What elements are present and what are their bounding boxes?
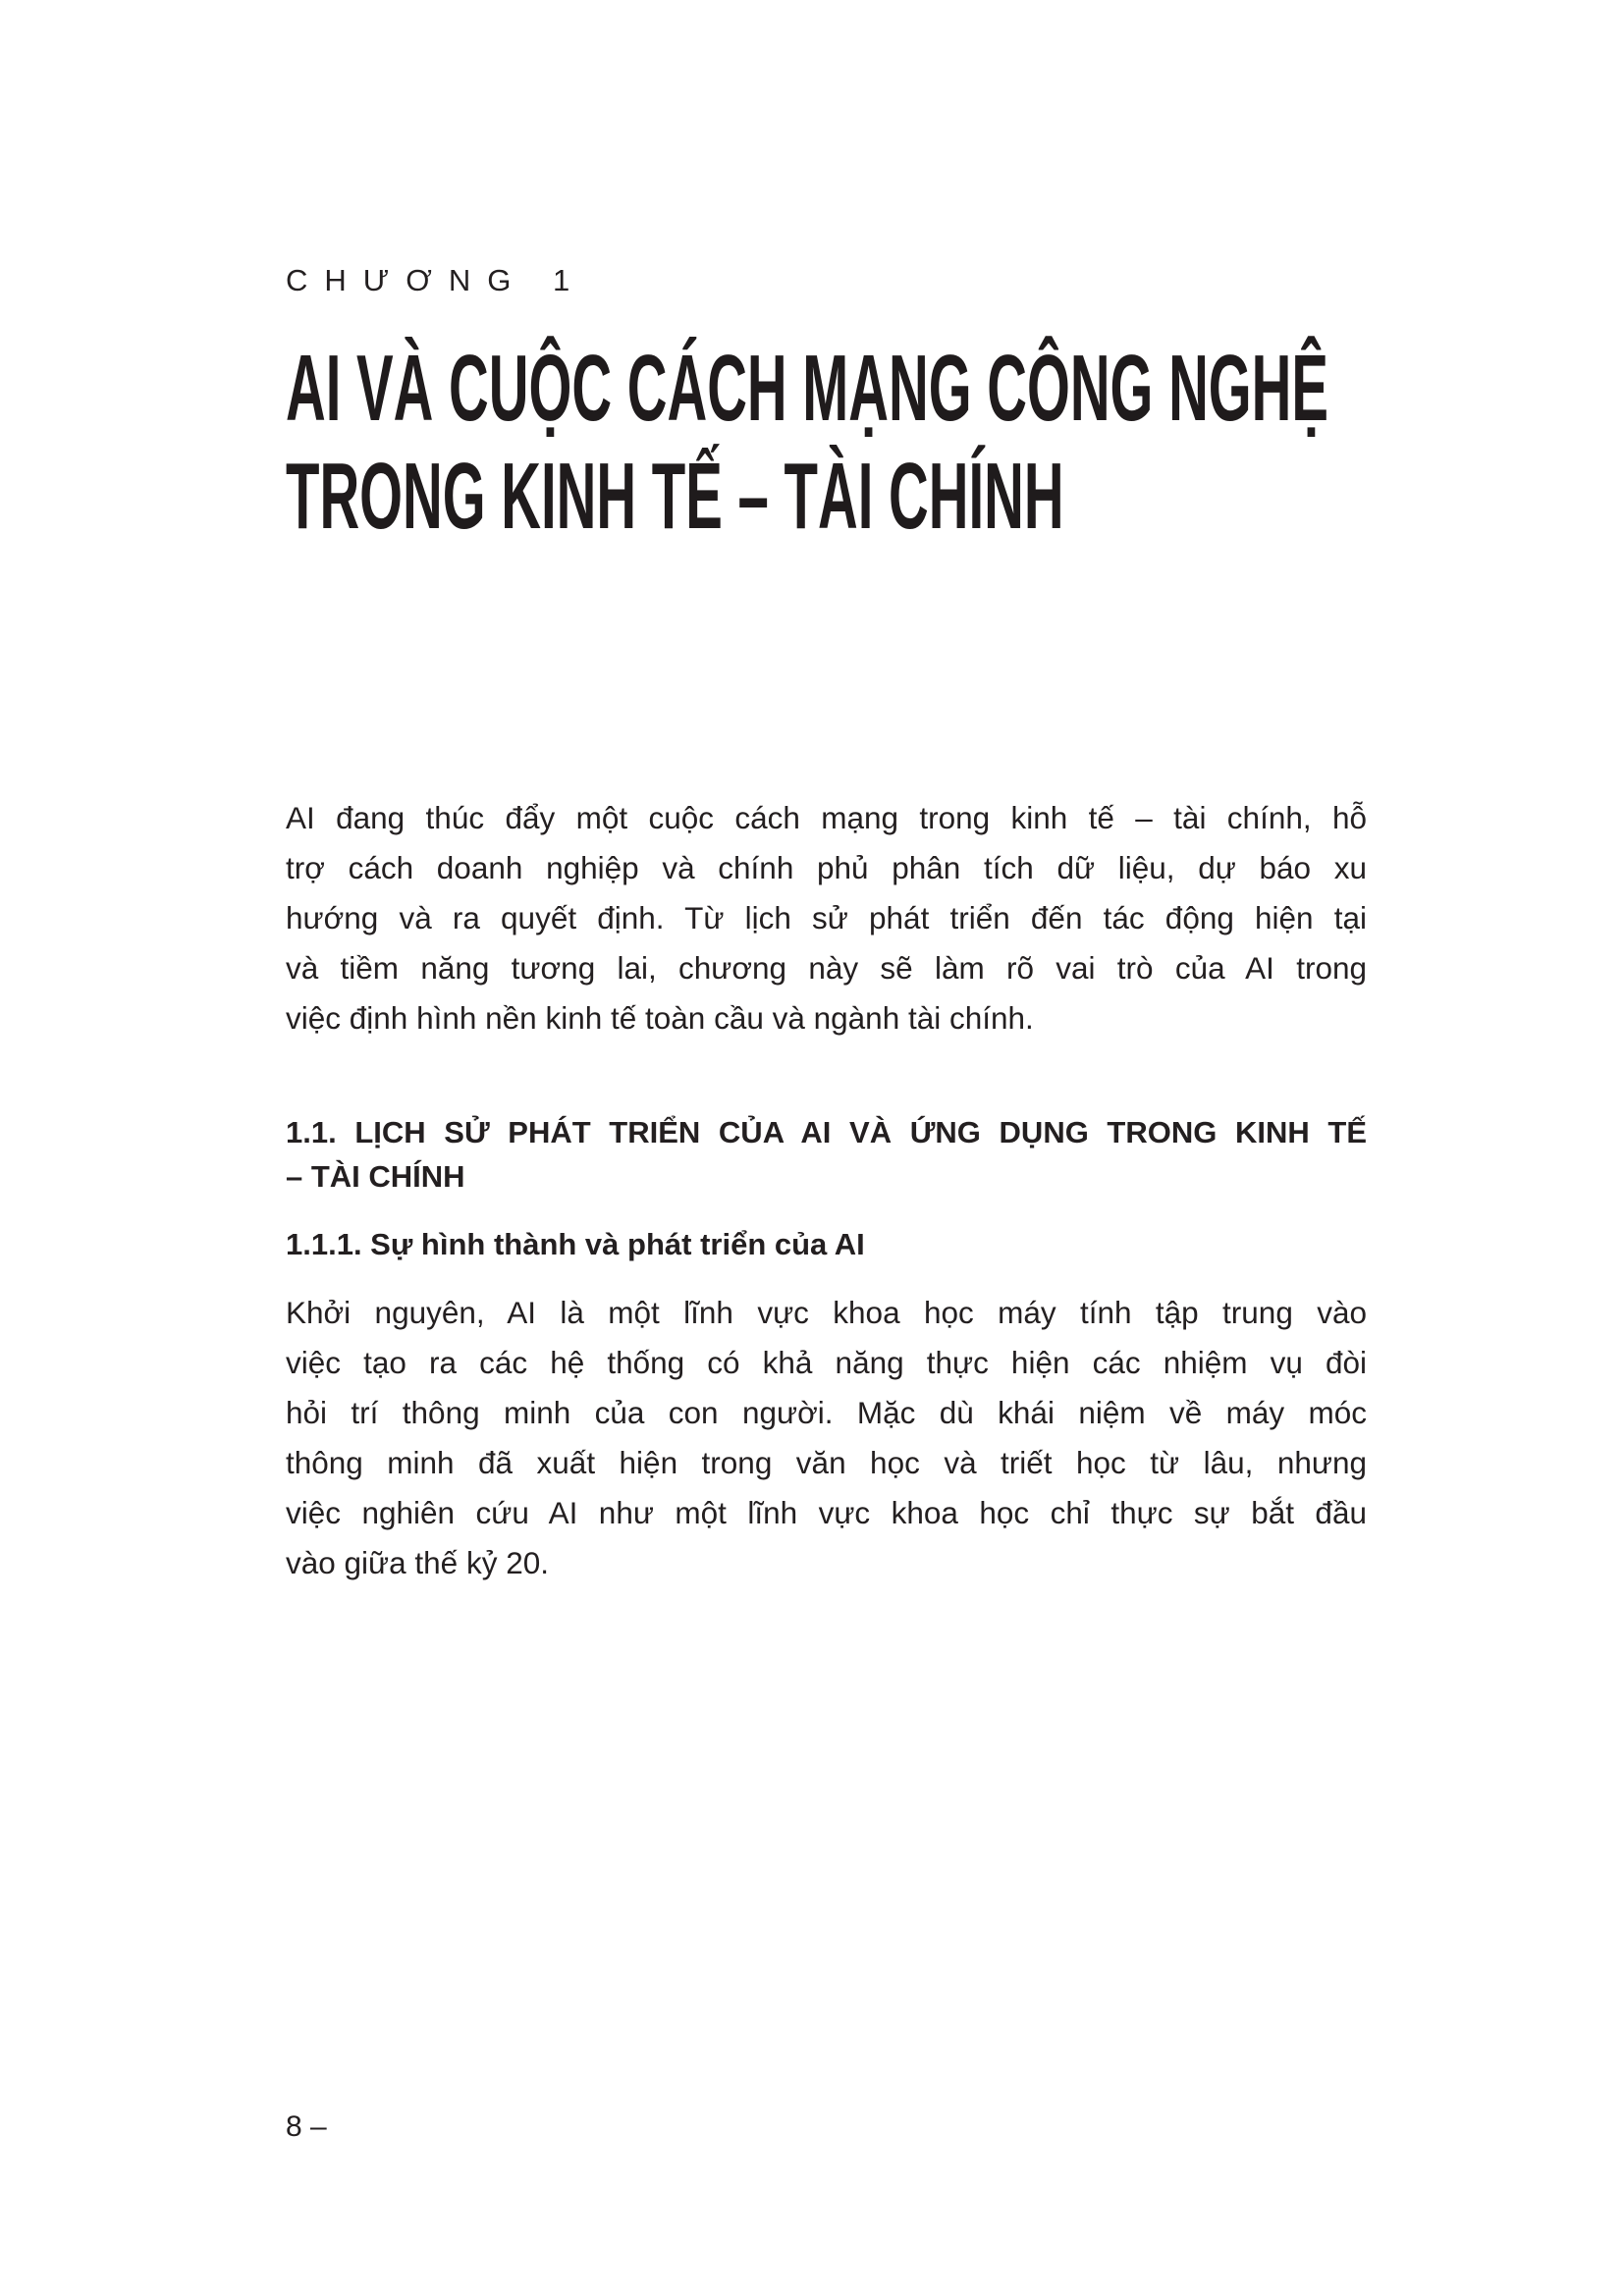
- chapter-title-line: TRONG KINH TẾ – TÀI CHÍNH: [286, 444, 1064, 549]
- text-line: và tiềm năng tương lai, chương này sẽ làm rõ vai trò của AI trong: [286, 950, 1367, 986]
- section-heading: [286, 1110, 1367, 1199]
- text-line: việc nghiên cứu AI như một lĩnh vực khoa học chỉ thực sự bắt đầu: [286, 1495, 1367, 1530]
- body-paragraph: [286, 1288, 1367, 1588]
- page-number: 8 –: [286, 2110, 327, 2143]
- text-line: trợ cách doanh nghiệp và chính phủ phân tích dữ liệu, dự báo xu: [286, 850, 1367, 885]
- intro-paragraph: [286, 793, 1367, 1043]
- text-line: thông minh đã xuất hiện trong văn học và triết học từ lâu, nhưng: [286, 1445, 1367, 1480]
- chapter-label: CHƯƠNG 1: [286, 263, 587, 297]
- text-line: hỏi trí thông minh của con người. Mặc dù khái niệm về máy móc: [286, 1395, 1367, 1430]
- heading-line: 1.1. LỊCH SỬ PHÁT TRIỂN CỦA AI VÀ ỨNG DỤNG TRONG KINH TẾ: [286, 1115, 1367, 1149]
- text-line: việc định hình nền kinh tế toàn cầu và ngành tài chính.: [286, 1000, 1034, 1036]
- subsection-heading: 1.1.1. Sự hình thành và phát triển của AI: [286, 1227, 865, 1261]
- text-line: Khởi nguyên, AI là một lĩnh vực khoa học máy tính tập trung vào: [286, 1295, 1367, 1330]
- text-line: AI đang thúc đẩy một cuộc cách mạng trong kinh tế – tài chính, hỗ: [286, 800, 1367, 835]
- chapter-title-line: AI VÀ CUỘC CÁCH MẠNG CÔNG NGHỆ: [286, 336, 1328, 441]
- text-line: vào giữa thế kỷ 20.: [286, 1545, 549, 1580]
- heading-line: – TÀI CHÍNH: [286, 1159, 465, 1194]
- text-line: hướng và ra quyết định. Từ lịch sử phát triển đến tác động hiện tại: [286, 900, 1367, 935]
- text-line: việc tạo ra các hệ thống có khả năng thực hiện các nhiệm vụ đòi: [286, 1345, 1367, 1380]
